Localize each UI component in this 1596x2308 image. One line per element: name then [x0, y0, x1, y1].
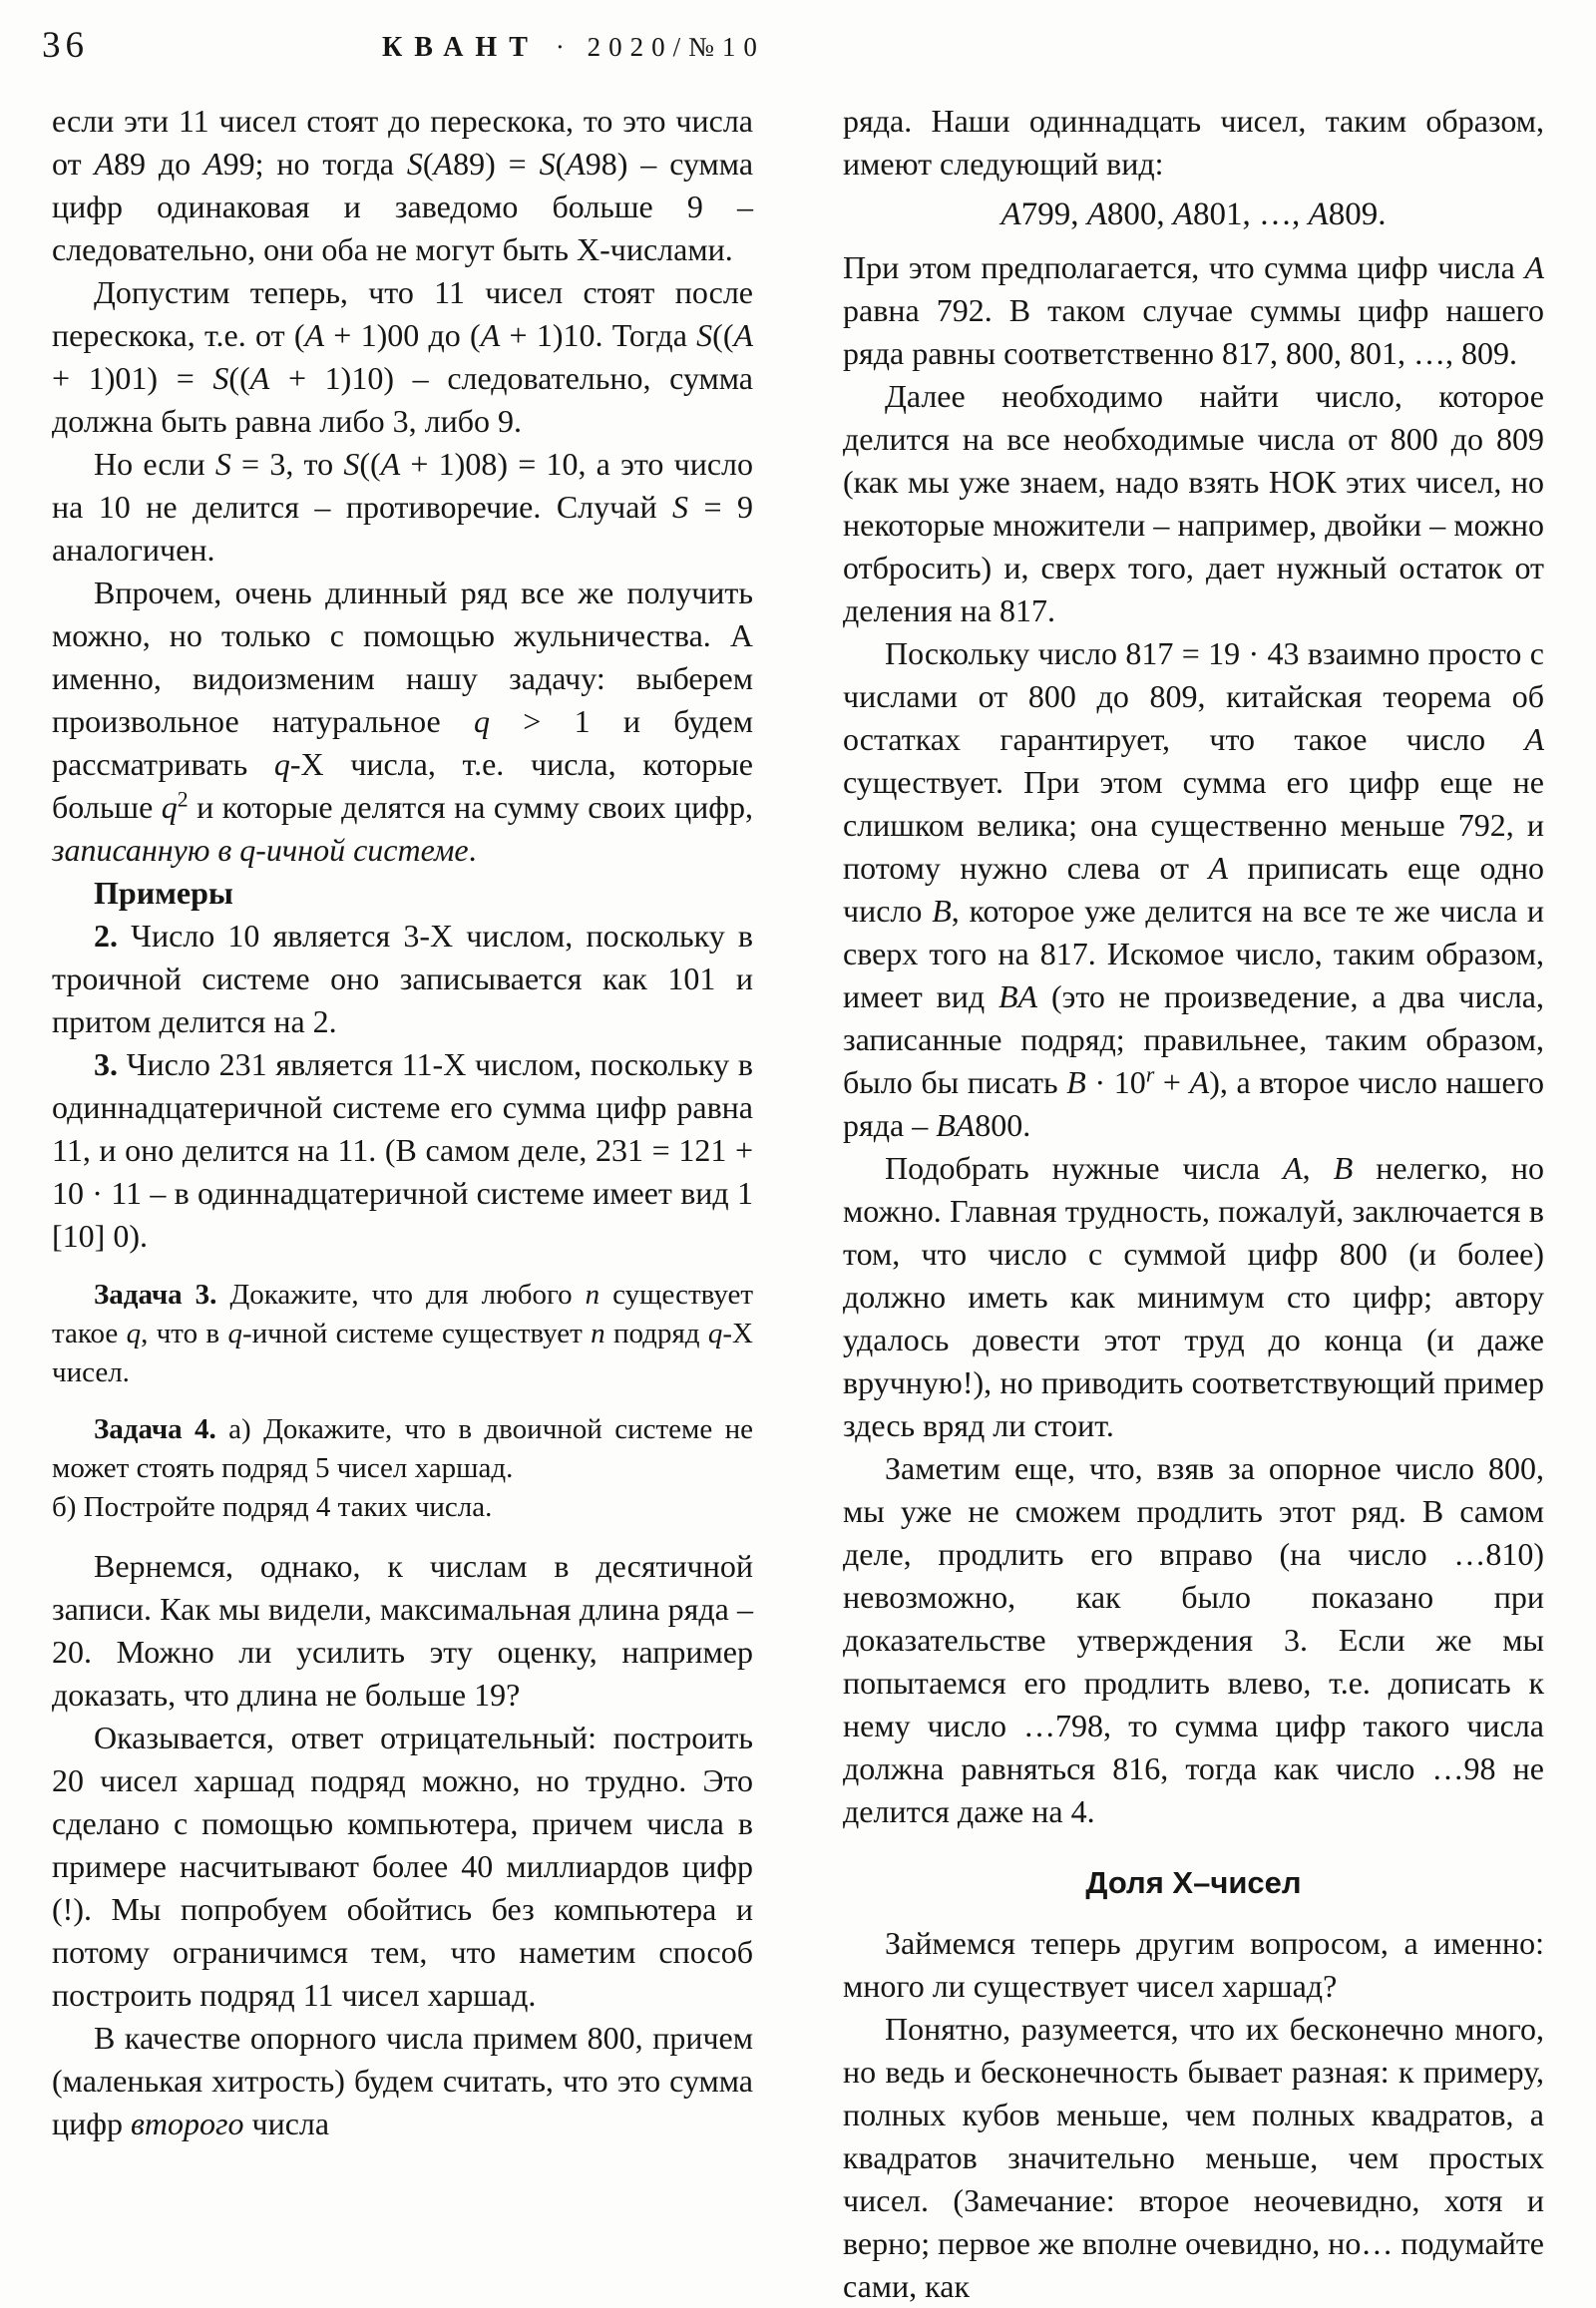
text-run-b: Задача 3.: [94, 1279, 217, 1311]
text-run-i: A: [1524, 721, 1544, 757]
section-heading: Доля Х–чисел: [1085, 1865, 1302, 1900]
text-run-i: A: [380, 446, 401, 482]
text-run-i: A: [1172, 196, 1194, 232]
text-run-i: A: [1000, 196, 1021, 232]
text-run-b: 3.: [94, 1046, 118, 1082]
journal-name: КВАНТ: [382, 32, 540, 63]
text-run-i: n: [585, 1279, 600, 1311]
text-run-i: n: [591, 1318, 605, 1349]
text-run-i: S: [214, 446, 231, 482]
text-run-i: A: [203, 146, 223, 182]
text-run-i: A: [1189, 1064, 1210, 1100]
paragraph: ряда. Наши одиннадцать чисел, таким образом, имеют следующий вид:: [843, 103, 1544, 182]
paragraph: Далее необходимо найти число, которое делится на все необходимые числа от 800 до 809 (как мы уже знаем, надо взять НОК этих чисел, но некоторые множители – например, двойки – можно отбросить) и, сверх того, дает нужный остаток от деления на 817.: [843, 378, 1544, 628]
paragraph: Впрочем, очень длинный ряд все же получить можно, но только с помощью жульничества. А именно, видоизменим нашу задачу: выберем произвольное натуральное q > 1 и будем рассматривать q-Х числа, т.е. числа, которые больше $q^2$ и которые делятся на сумму своих цифр, записанную в q-ичной системе.: [52, 575, 754, 868]
text-run-i: A: [249, 360, 270, 396]
text-run-i: q: [161, 789, 178, 825]
text-run-i: q: [227, 1318, 242, 1349]
text-run-sup: 2: [177, 787, 189, 812]
text-run-b: 2.: [94, 918, 118, 954]
text-run-i: S: [343, 446, 360, 482]
right-column: [843, 100, 1544, 2308]
text-run-i: A: [1086, 196, 1107, 232]
text-run-i: q: [126, 1318, 142, 1349]
text-run-b: Примеры: [94, 875, 233, 911]
text-run-i: A: [733, 317, 754, 353]
text-run-i: A: [433, 146, 454, 182]
paragraph: Понятно, разумеется, что их бесконечно много, но ведь и бесконечность бывает разная: к примеру, полных кубов меньше, чем полных квадратов, а квадратов значительно меньше, чем простых чисел. (Замечание: второе неочевидно, хотя и верно; первое же вполне очевидно, но… подумайте сами, как: [843, 2011, 1544, 2304]
text-run-i: A: [304, 317, 325, 353]
text-run-i: BA: [998, 978, 1038, 1014]
text-run-i: A: [1524, 249, 1544, 285]
text-run-i: S: [672, 489, 689, 525]
paragraph: 3. Число 231 является 11-Х числом, поскольку в одиннадцатеричной системе его сумма цифр равна 11, и оно делится на 11. (В самом деле, 231 = 121 + 10 · 11 – в одиннадцатеричной системе имеет вид 1 [10] 0).: [52, 1046, 753, 1254]
paragraph: Вернемся, однако, к числам в десятичной записи. Как мы видели, максимальная длина ряда – 20. Можно ли усилить эту оценку, например доказать, что длина не больше 19?: [52, 1548, 753, 1713]
text-run-i: q: [707, 1318, 723, 1349]
display-formula: A799, A800, A801, …, A809.: [1000, 196, 1387, 232]
journal-masthead: [382, 32, 765, 64]
text-run-i: B: [1333, 1150, 1354, 1186]
text-run-i: A: [94, 146, 114, 182]
page-header: [0, 0, 1596, 86]
text-run-i: q: [273, 746, 290, 782]
journal-issue: · 2020/№10: [555, 32, 765, 62]
paragraph: если эти 11 чисел стоят до перескока, то это числа от A89 до A99; но тогда S(A89) = S(A98) – сумма цифр одинаковая и заведомо больше 9 – следовательно, они оба не могут быть Х-числами.: [52, 103, 754, 267]
paragraph: Заметим еще, что, взяв за опорное число 800, мы уже не сможем продлить этот ряд. В самом деле, продлить его вправо (на число …810) невозможно, как было показано при доказательстве утверждения 3. Если же мы попытаемся его продлить влево, т.е. дописать к нему число …798, то сумма цифр такого числа должна равняться 816, тогда как число …98 не делится даже на 4.: [843, 1450, 1544, 1829]
text-run-i: второго: [130, 2106, 244, 2141]
paragraph: Но если S = 3, то S((A + 1)08) = 10, а это число на 10 не делится – противоречие. Случай S = 9 аналогичен.: [52, 446, 754, 568]
problem-statement: Задача 4. а) Докажите, что в двоичной системе не может стоять подряд 5 чисел харшад.: [52, 1413, 753, 1484]
paragraph: В качестве опорного числа примем 800, причем (маленькая хитрость) будем считать, что это сумма цифр второго числа: [52, 2020, 753, 2141]
text-run-i: A: [1283, 1150, 1303, 1186]
text-run-i: A: [566, 146, 586, 182]
left-column: [52, 100, 753, 2308]
text-run-i: A: [480, 317, 501, 353]
examples-heading: [52, 872, 753, 915]
paragraph: Подобрать нужные числа A, B нелегко, но можно. Главная трудность, пожалуй, заключается в том, что число с суммой цифр 800 (и более) должно иметь как минимум сто цифр; автору удалось довести этот труд до конца (и даже вручную!), но приводить соответствующий пример здесь вряд ли стоит.: [843, 1150, 1545, 1443]
paragraph: Займемся теперь другим вопросом, а именно: много ли существует чисел харшад?: [843, 1925, 1544, 2004]
page-number: 36: [42, 25, 89, 66]
problem-statement: Задача 3. Докажите, что для любого n существует такое q, что в q-ичной системе существует n подряд q-Х чисел.: [52, 1279, 753, 1388]
text-run-i: A: [1308, 196, 1329, 232]
text-run-i: B: [932, 893, 952, 929]
text-run-i: BA: [936, 1107, 976, 1143]
text-run-i: S: [539, 146, 556, 182]
paragraph: Оказывается, ответ отрицательный: построить 20 чисел харшад подряд можно, но трудно. Это сделано с помощью компьютера, причем числа в примере насчитывают более 40 миллиардов цифр (!). Мы попробуем обойтись без компьютера и потому ограничимся тем, что наметим способ построить подряд 11 чисел харшад.: [52, 1720, 753, 2013]
text-run-i: S: [406, 146, 423, 182]
paragraph: Поскольку число 817 = 19 · 43 взаимно просто с числами от 800 до 809, китайская теорема об остатках гарантирует, что такое число A существует. При этом сумма его цифр еще не слишком велика; она существенно меньше 792, и потому нужно слева от A приписать еще одно число B, которое уже делится на все те же числа и сверх того на 817. Искомое число, таким образом, имеет вид BA (это не произведение, а два числа, записанные подряд; правильнее, таким образом, было бы писать $B \cdot 10^r + A$), а второе число нашего ряда – BA800.: [843, 635, 1545, 1143]
text-run-i: q: [474, 703, 490, 739]
text-run-b: Задача 4.: [94, 1413, 216, 1445]
text-run-i: записанную в q-ичной системе: [52, 832, 469, 868]
text-run-i: B: [1066, 1064, 1086, 1100]
paragraph: 2. Число 10 является 3-Х числом, поскольку в троичной системе оно записывается как 101 и притом делится на 2.: [52, 918, 753, 1039]
problem-statement: б) Постройте подряд 4 таких числа.: [52, 1491, 493, 1523]
paragraph: Допустим теперь, что 11 чисел стоят после перескока, т.е. от (A + 1)00 до (A + 1)10. Тогда S((A + 1)01) = S((A + 1)10) – следовательно, сумма должна быть равна либо 3, либо 9.: [52, 274, 754, 439]
text-run-i: S: [696, 317, 713, 353]
text-run-i: A: [1208, 850, 1229, 886]
paragraph: При этом предполагается, что сумма цифр числа A равна 792. В таком случае суммы цифр нашего ряда равны соответственно 817, 800, 801, …, 809.: [843, 249, 1544, 371]
text-run-i: S: [212, 360, 229, 396]
text-run-supi: r: [1145, 1062, 1155, 1087]
page-body: [0, 100, 1596, 2308]
